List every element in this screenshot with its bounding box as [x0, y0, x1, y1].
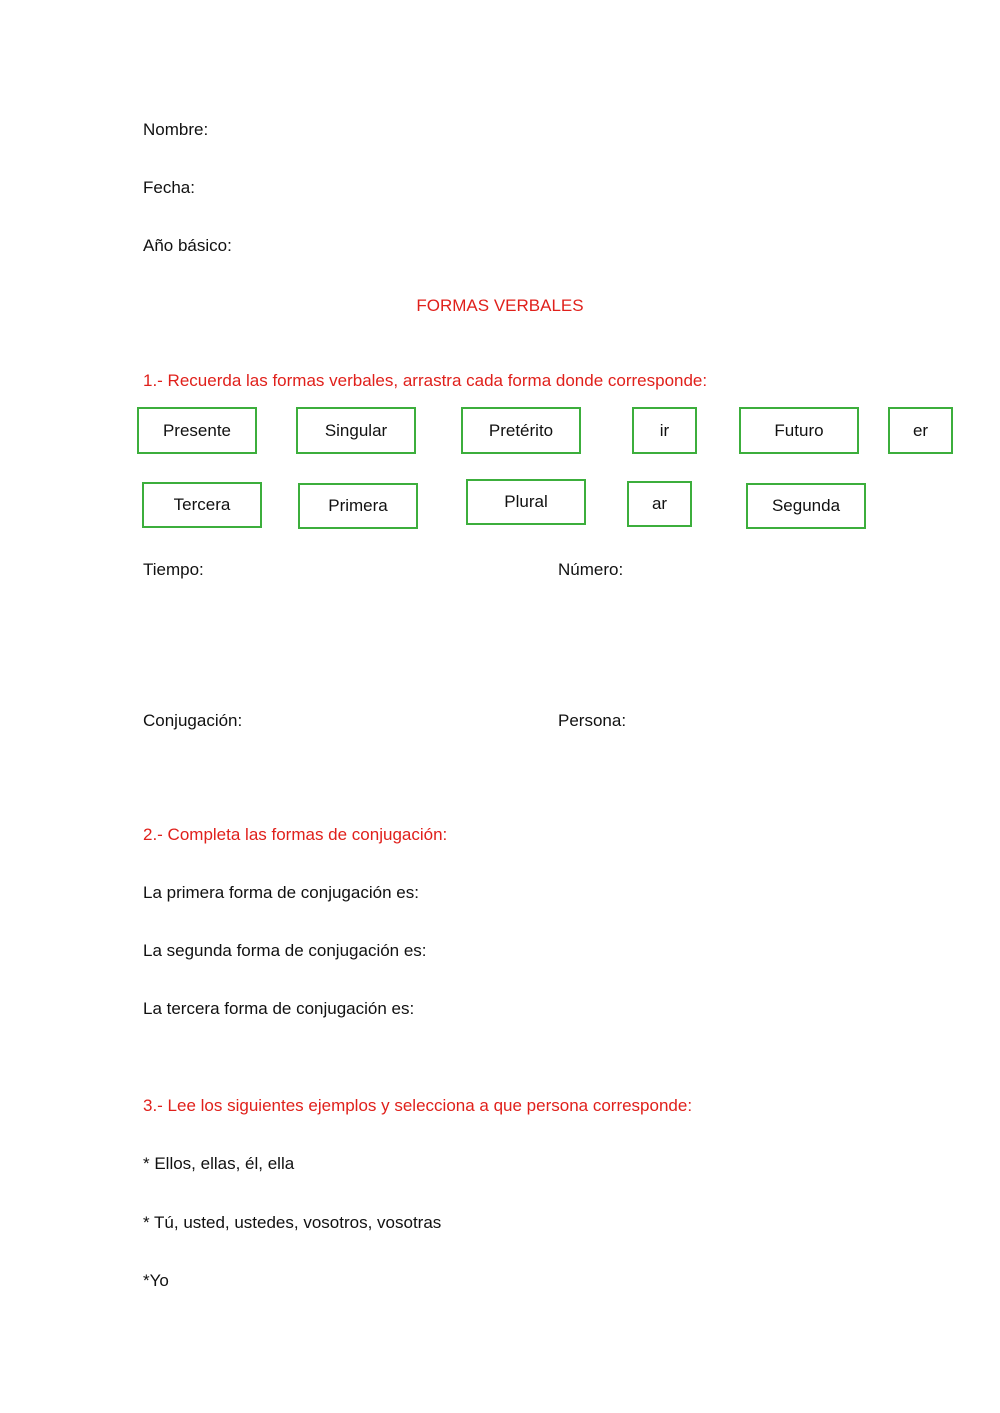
example-yo: *Yo	[143, 1271, 169, 1290]
name-label: Nombre:	[143, 120, 209, 139]
section2-instruction: 2.- Completa las formas de conjugación:	[143, 825, 448, 844]
chip-futuro[interactable]: Futuro	[739, 407, 859, 454]
tiempo-drop-label[interactable]: Tiempo:	[143, 560, 204, 579]
conjugacion-drop-label[interactable]: Conjugación:	[143, 711, 243, 730]
chip-tercera[interactable]: Tercera	[142, 482, 262, 528]
chip-ar[interactable]: ar	[627, 481, 692, 527]
chip-ir[interactable]: ir	[632, 407, 697, 454]
example-tu: * Tú, usted, ustedes, vosotros, vosotras	[143, 1213, 442, 1232]
chip-plural[interactable]: Plural	[466, 479, 586, 525]
chip-er[interactable]: er	[888, 407, 953, 454]
chip-singular[interactable]: Singular	[296, 407, 416, 454]
date-label: Fecha:	[143, 178, 195, 197]
example-ellos: * Ellos, ellas, él, ella	[143, 1154, 295, 1173]
numero-drop-label[interactable]: Número:	[558, 560, 624, 579]
conjugation-line-3: La tercera forma de conjugación es:	[143, 999, 415, 1018]
persona-drop-label[interactable]: Persona:	[558, 711, 627, 730]
grade-label: Año básico:	[143, 236, 232, 255]
chip-presente[interactable]: Presente	[137, 407, 257, 454]
chip-primera[interactable]: Primera	[298, 483, 418, 529]
page-title: FORMAS VERBALES	[416, 296, 584, 315]
section3-instruction: 3.- Lee los siguientes ejemplos y selecciona a que persona corresponde:	[143, 1096, 693, 1115]
chip-segunda[interactable]: Segunda	[746, 483, 866, 529]
chip-preterito[interactable]: Pretérito	[461, 407, 581, 454]
conjugation-line-2: La segunda forma de conjugación es:	[143, 941, 427, 960]
section1-instruction: 1.- Recuerda las formas verbales, arrastra cada forma donde corresponde:	[143, 371, 708, 390]
conjugation-line-1: La primera forma de conjugación es:	[143, 883, 419, 902]
